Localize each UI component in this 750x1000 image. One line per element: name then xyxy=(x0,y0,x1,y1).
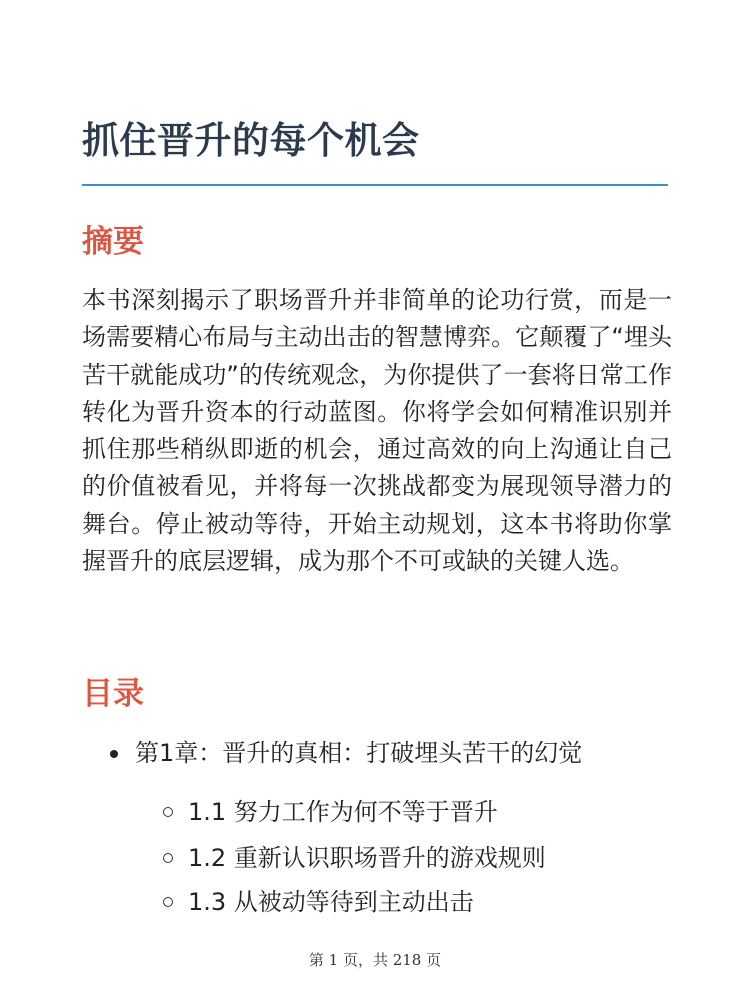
bullet-circle-icon xyxy=(163,807,173,817)
toc-chapter-label: 第1章：晋升的真相：打破埋头苦干的幻觉 xyxy=(135,739,583,767)
toc-section-item xyxy=(0,794,700,830)
book-title: 抓住晋升的每个机会 xyxy=(82,119,420,162)
toc-section-label: 1.1 努力工作为何不等于晋升 xyxy=(188,798,498,826)
title-divider xyxy=(82,184,668,186)
toc-section-item xyxy=(0,884,700,920)
toc-section-label: 1.2 重新认识职场晋升的游戏规则 xyxy=(188,844,546,872)
summary-heading: 摘要 xyxy=(82,224,144,260)
bullet-circle-icon xyxy=(163,853,173,863)
bullet-disc-icon xyxy=(110,750,118,758)
toc-heading: 目录 xyxy=(82,676,144,712)
summary-paragraph: 本书深刻揭示了职场晋升并非简单的论功行赏，而是一场需要精心布局与主动出击的智慧博弈。它颠覆了“埋头苦干就能成功”的传统观念，为你提供了一套将日常工作转化为晋升资本的行动蓝图。你将学会如何精准识别并抓住那些稍纵即逝的机会，通过高效的向上沟通让自己的价值被看见，并将每一次挑战都变为展现领导潜力的舞台。停止被动等待，开始主动规划，这本书将助你掌握晋升的底层逻辑，成为那个不可或缺的关键人选。 xyxy=(82,286,672,576)
toc-section-item xyxy=(0,840,700,876)
bullet-circle-icon xyxy=(163,897,173,907)
page-number-footer: 第 1 页，共 218 页 xyxy=(308,951,442,969)
toc-section-label: 1.3 从被动等待到主动出击 xyxy=(188,888,474,916)
